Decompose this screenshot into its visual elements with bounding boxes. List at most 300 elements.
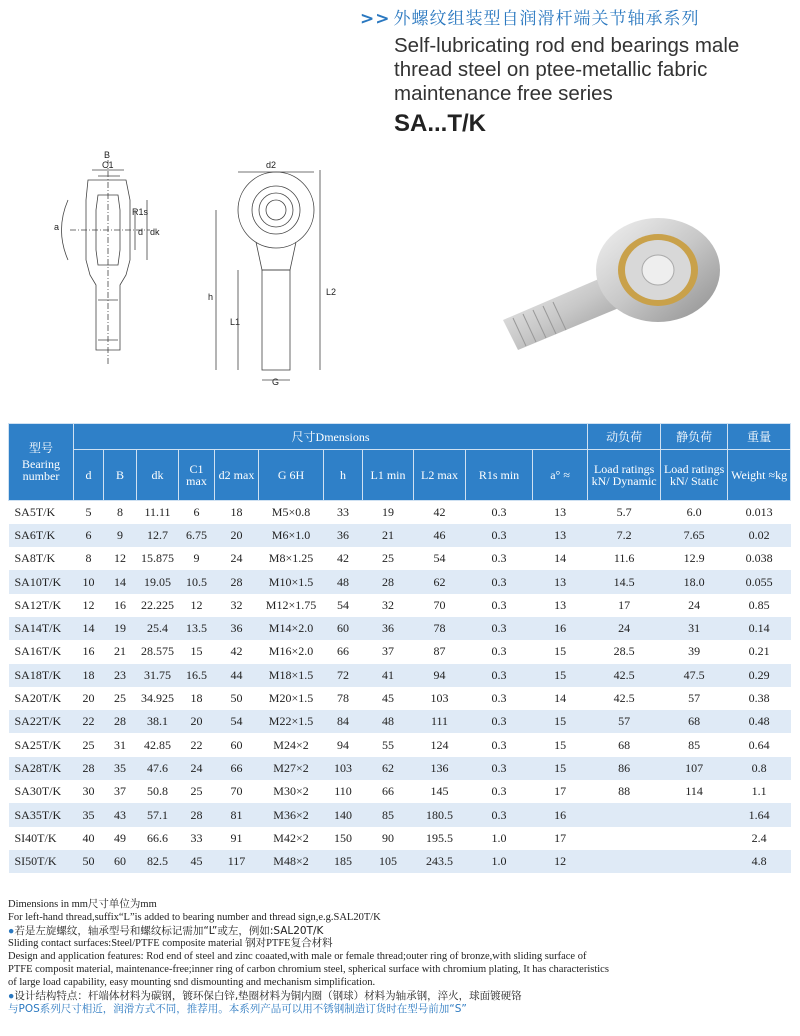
table-cell: 62 <box>414 570 466 593</box>
table-cell: 42.5 <box>613 691 635 706</box>
table-cell: 13 <box>554 504 567 519</box>
table-cell: 24 <box>230 551 243 566</box>
table-cell: 25.4 <box>137 617 179 640</box>
table-cell: 42 <box>337 551 349 566</box>
table-cell: 54 <box>433 551 446 566</box>
table-cell: 66 <box>382 784 394 799</box>
table-cell: 57 <box>688 691 701 706</box>
table-cell: 0.64 <box>748 737 770 752</box>
table-cell: 45 <box>382 691 394 706</box>
table-cell: 90 <box>382 830 394 845</box>
table-cell: 33 <box>337 504 349 519</box>
table-cell: 55 <box>382 737 394 752</box>
table-cell: 22 <box>190 737 203 752</box>
bullet-icon: ● <box>8 925 15 937</box>
table-cell: 18 <box>190 691 203 706</box>
bearing-number-cell: SA8T/K <box>14 551 56 566</box>
table-cell: 15 <box>190 644 203 659</box>
table-cell: 30 <box>82 784 95 799</box>
col-header-dim: d2 max <box>215 450 259 501</box>
table-cell: 25 <box>190 784 203 799</box>
bearing-number-cell: SA35T/K <box>9 803 74 826</box>
table-cell: 34.925 <box>141 691 174 706</box>
table-cell: 57 <box>588 710 661 733</box>
table-cell <box>661 803 728 826</box>
table-cell: 0.21 <box>748 644 770 659</box>
note-line <box>8 990 609 1004</box>
bearing-number-cell: SA30T/K <box>14 784 62 799</box>
table-cell: 78 <box>337 691 349 706</box>
dimensions-table <box>8 423 791 873</box>
table-cell: 180.5 <box>414 803 466 826</box>
table-cell: 54 <box>215 710 259 733</box>
table-cell: 11.6 <box>613 551 635 566</box>
table-cell: 16.5 <box>179 664 215 687</box>
table-cell: 50 <box>230 691 243 706</box>
table-cell <box>588 803 661 826</box>
table-cell: 12 <box>533 850 588 873</box>
table-cell: 72 <box>324 664 363 687</box>
table-cell: M18×1.5 <box>259 664 324 687</box>
table-cell: 68 <box>618 737 631 752</box>
table-cell: 70 <box>230 784 243 799</box>
col-header-dim: C1 max <box>179 450 215 501</box>
table-cell: 42.85 <box>144 737 171 752</box>
col-header-weight: Weight ≈kg <box>728 450 791 501</box>
table-cell: 84 <box>324 710 363 733</box>
table-cell: 0.3 <box>466 710 533 733</box>
table-cell: M22×1.5 <box>259 710 324 733</box>
table-row <box>9 664 791 687</box>
bearing-number-cell: SI50T/K <box>9 850 74 873</box>
table-cell: 35 <box>74 803 104 826</box>
table-cell: 87 <box>433 644 446 659</box>
front-view <box>216 170 320 380</box>
table-cell: 66 <box>337 644 349 659</box>
label-L2: L2 <box>326 287 337 297</box>
bearing-number-cell: SI40T/K <box>14 830 57 845</box>
table-cell: 103 <box>430 691 449 706</box>
table-cell: 16 <box>533 803 588 826</box>
label-dk: dk <box>150 227 160 237</box>
table-cell: 60 <box>230 737 243 752</box>
table-cell <box>661 850 728 873</box>
table-cell: 14 <box>554 691 567 706</box>
table-cell: 13 <box>533 570 588 593</box>
table-cell: 57.1 <box>137 803 179 826</box>
table-cell: 124 <box>430 737 449 752</box>
table-cell <box>661 827 728 850</box>
table-cell: 17 <box>554 830 567 845</box>
table-cell: 0.013 <box>745 504 773 519</box>
table-cell: 24 <box>179 757 215 780</box>
table-cell: M36×2 <box>259 803 324 826</box>
table-cell: 37 <box>382 644 394 659</box>
bearing-en: Bearing number <box>22 457 60 483</box>
table-cell: 22.225 <box>141 597 174 612</box>
table-row <box>9 733 791 756</box>
table-cell: 38.1 <box>137 710 179 733</box>
table-cell: M6×1.0 <box>259 524 324 547</box>
table-cell: 12.9 <box>683 551 705 566</box>
col-header-static: Load ratings kN/ Static <box>661 450 728 501</box>
table-cell: 1.1 <box>751 784 767 799</box>
note-line <box>8 951 609 964</box>
bearing-number-cell: SA28T/K <box>9 757 74 780</box>
table-cell: 22 <box>74 710 104 733</box>
note-text: 若是左旋螺纹，轴承型号和螺纹标记需加“L”或左，例如:SAL20T/K <box>14 924 324 937</box>
side-view <box>62 160 151 365</box>
table-cell: 82.5 <box>137 850 179 873</box>
table-row <box>9 757 791 780</box>
table-cell: 10.5 <box>179 570 215 593</box>
table-cell: 0.055 <box>728 570 791 593</box>
table-cell: 0.3 <box>466 803 533 826</box>
table-cell: 39 <box>688 644 701 659</box>
table-cell: 0.3 <box>466 617 533 640</box>
table-cell: 14 <box>74 617 104 640</box>
table-cell: 62 <box>363 757 414 780</box>
table-cell: 85 <box>363 803 414 826</box>
table-cell: 17 <box>618 597 631 612</box>
title-chinese <box>360 4 700 29</box>
table-row <box>9 780 791 803</box>
table-cell: 18 <box>230 504 243 519</box>
table-cell: 32 <box>382 597 394 612</box>
col-header-dim: G 6H <box>259 450 324 501</box>
table-cell: 12.7 <box>137 524 179 547</box>
bearing-number-cell: SA5T/K <box>14 504 56 519</box>
col-header-dynamic: Load ratings kN/ Dynamic <box>588 450 661 501</box>
table-cell: 49 <box>114 830 126 845</box>
table-cell: M20×1.5 <box>268 691 314 706</box>
table-cell: 136 <box>414 757 466 780</box>
table-cell: 66 <box>215 757 259 780</box>
table-cell: 32 <box>230 597 243 612</box>
col-header-dim: d <box>74 450 104 501</box>
table-cell: 0.3 <box>466 570 533 593</box>
table-cell: 36 <box>215 617 259 640</box>
col-header-dim: B <box>104 450 137 501</box>
col-header-dim: a° ≈ <box>533 450 588 501</box>
note-text: 设计结构特点：杆端体材料为碳钢，镀环保白锌,垫圈材料为铜内圈（钢球）材料为轴承钢，淬火，球面镀硬铬 <box>14 989 522 1002</box>
label-G: G <box>272 377 280 387</box>
table-cell: 0.14 <box>728 617 791 640</box>
table-cell: 16 <box>82 644 95 659</box>
bearing-number-cell: SA22T/K <box>9 710 74 733</box>
table-cell: 4.8 <box>728 850 791 873</box>
table-cell: M42×2 <box>273 830 309 845</box>
bearing-cn: 型号 <box>28 441 53 455</box>
table-cell: 33 <box>190 830 203 845</box>
note-text: For left-hand thread,suffix“L”is added to bearing number and thread sign,e.g.SAL20T/K <box>8 911 381 923</box>
table-cell: 66.6 <box>147 830 168 845</box>
notes <box>8 899 609 1017</box>
table-cell: 37 <box>114 784 126 799</box>
table-cell: 50 <box>74 850 104 873</box>
table-cell: 150 <box>334 830 352 845</box>
table-cell: 0.3 <box>466 524 533 547</box>
table-cell: 85 <box>688 737 701 752</box>
label-L1: L1 <box>230 317 241 327</box>
table-cell: 40 <box>82 830 95 845</box>
technical-drawing <box>40 140 350 410</box>
table-cell: 31.75 <box>137 664 179 687</box>
table-cell: 18.0 <box>661 570 728 593</box>
table-cell: 13.5 <box>179 617 215 640</box>
table-row <box>9 617 791 640</box>
label-d: d <box>138 227 144 237</box>
table-cell: 28 <box>215 570 259 593</box>
table-cell: 46 <box>414 524 466 547</box>
table-cell: 21 <box>114 644 126 659</box>
table-cell: 12 <box>114 551 126 566</box>
table-cell: M24×2 <box>273 737 309 752</box>
note-text: Design and application features: Rod end of steel and zinc coaated,with male or female thread;outer ring of bronze,with sliding surface of <box>8 951 587 963</box>
table-cell: 19 <box>382 504 394 519</box>
table-cell: 6.0 <box>686 504 702 519</box>
table-cell: 47.6 <box>137 757 179 780</box>
label-R1s: R1s <box>132 207 149 217</box>
label-C1: C1 <box>102 160 114 170</box>
note-text: Dimensions in mm尺寸单位为mm <box>8 899 157 910</box>
bearing-number-cell: SA14T/K <box>9 617 74 640</box>
table-cell: 6 <box>193 504 200 519</box>
table-cell: 68 <box>661 710 728 733</box>
table-cell: 0.85 <box>748 597 770 612</box>
series-code: SA...T/K <box>394 110 487 137</box>
table-cell: 5 <box>85 504 92 519</box>
table-cell: 41 <box>363 664 414 687</box>
bearing-number-cell: SA16T/K <box>14 644 62 659</box>
table-cell: 47.5 <box>661 664 728 687</box>
table-cell: 25 <box>382 551 394 566</box>
table-cell: 8 <box>117 504 123 519</box>
table-cell: 16 <box>533 617 588 640</box>
table-cell <box>588 850 661 873</box>
table-cell: 35 <box>104 757 137 780</box>
table-cell: 117 <box>215 850 259 873</box>
table-row <box>9 524 791 547</box>
table-cell: 114 <box>685 784 703 799</box>
table-cell: 28 <box>179 803 215 826</box>
table-cell: 42 <box>433 504 446 519</box>
bearing-number-cell: SA12T/K <box>14 597 62 612</box>
table-cell: 0.3 <box>466 757 533 780</box>
table-cell: 14.5 <box>588 570 661 593</box>
table-cell: 78 <box>414 617 466 640</box>
double-chevron-icon: >> <box>360 9 391 29</box>
bearing-number-cell: SA10T/K <box>9 570 74 593</box>
table-cell: 81 <box>215 803 259 826</box>
table-cell: 20 <box>82 691 95 706</box>
table-cell: 25 <box>114 691 126 706</box>
table-cell: 24 <box>588 617 661 640</box>
table-cell: 0.038 <box>745 551 773 566</box>
note-text: PTFE composit material, maintenance-free;inner ring of carbon chromium steel, spherical surface with chromium plating, It has characteristics <box>8 963 609 975</box>
table-cell: 111 <box>414 710 466 733</box>
table-cell: 10 <box>74 570 104 593</box>
rod-end-bearing-photo <box>488 200 738 360</box>
table-cell: 94 <box>414 664 466 687</box>
table-cell: 0.3 <box>491 504 507 519</box>
label-a: a <box>54 222 60 232</box>
note-line <box>8 938 609 951</box>
note-line <box>8 912 609 925</box>
table-row <box>9 803 791 826</box>
table-cell: 48 <box>324 570 363 593</box>
col-header-dynamic-cn: 动负荷 <box>588 424 661 450</box>
table-cell: M30×2 <box>273 784 309 799</box>
bearing-number-cell: SA25T/K <box>14 737 62 752</box>
col-header-dim: dk <box>137 450 179 501</box>
table-cell: 15.875 <box>141 551 174 566</box>
bearing-number-cell: SA6T/K <box>9 524 74 547</box>
table-cell: 60 <box>324 617 363 640</box>
table-cell: 1.64 <box>728 803 791 826</box>
table-cell: 15 <box>533 664 588 687</box>
col-header-weight-cn: 重量 <box>728 424 791 450</box>
table-cell: M12×1.75 <box>265 597 317 612</box>
table-cell: M48×2 <box>259 850 324 873</box>
bearing-number-cell: SA20T/K <box>14 691 62 706</box>
table-cell: 0.02 <box>728 524 791 547</box>
table-cell: 28 <box>104 710 137 733</box>
table-cell: 6 <box>74 524 104 547</box>
table-cell: 86 <box>588 757 661 780</box>
table-row <box>9 850 791 873</box>
table-cell: 15 <box>554 737 567 752</box>
table-cell: 5.7 <box>616 504 632 519</box>
table-cell: 60 <box>104 850 137 873</box>
table-cell: 42 <box>230 644 243 659</box>
table-cell: 48 <box>363 710 414 733</box>
note-text: Sliding contact surfaces:Steel/PTFE composite material 钢对PTFE复合材料 <box>8 938 333 950</box>
table-cell: 44 <box>215 664 259 687</box>
table-cell: 31 <box>661 617 728 640</box>
col-header-dim: h <box>324 450 363 501</box>
table-cell: M27×2 <box>259 757 324 780</box>
table-row <box>9 827 791 850</box>
table-row <box>9 501 791 524</box>
table-cell: 88 <box>618 784 631 799</box>
table-cell: 0.3 <box>466 664 533 687</box>
table-cell: 110 <box>334 784 352 799</box>
table-cell: 23 <box>104 664 137 687</box>
table-cell: 7.65 <box>661 524 728 547</box>
col-header-static-cn: 静负荷 <box>661 424 728 450</box>
label-d2: d2 <box>266 160 277 170</box>
table-cell: M8×1.25 <box>268 551 314 566</box>
table-cell: 0.29 <box>728 664 791 687</box>
table-cell: 195.5 <box>426 830 453 845</box>
table-cell: 50.8 <box>147 784 168 799</box>
table-row <box>9 547 791 570</box>
table-row <box>9 640 791 663</box>
table-cell: 0.3 <box>491 597 507 612</box>
table-row <box>9 687 791 710</box>
table-cell: 43 <box>104 803 137 826</box>
bullet-icon: ● <box>8 990 15 1002</box>
table-cell: 1.0 <box>466 850 533 873</box>
note-line <box>8 925 609 939</box>
col-header-dim: L1 min <box>363 450 414 501</box>
table-cell: 42.5 <box>588 664 661 687</box>
table-cell: 20 <box>179 710 215 733</box>
table-cell: 15 <box>533 757 588 780</box>
table-cell: 185 <box>324 850 363 873</box>
table-cell: 15 <box>533 710 588 733</box>
table-cell: 107 <box>661 757 728 780</box>
table-cell: 16 <box>114 597 126 612</box>
table-cell: 36 <box>324 524 363 547</box>
bearing-number-cell: SA18T/K <box>9 664 74 687</box>
table-cell: 0.3 <box>491 691 507 706</box>
table-cell: 11.11 <box>144 504 171 519</box>
table-cell: 31 <box>114 737 126 752</box>
table-cell: 17 <box>554 784 567 799</box>
table-cell: 0.38 <box>748 691 770 706</box>
note-line <box>8 964 609 977</box>
table-cell: 28.575 <box>141 644 174 659</box>
table-cell: 105 <box>363 850 414 873</box>
table-cell: 12 <box>190 597 203 612</box>
table-cell: 13 <box>533 524 588 547</box>
table-cell <box>588 827 661 850</box>
title-cn-text: 外螺纹组装型自润滑杆端关节轴承系列 <box>393 9 700 29</box>
table-cell: 91 <box>230 830 243 845</box>
table-row <box>9 710 791 733</box>
table-cell: 24 <box>688 597 701 612</box>
table-cell: 25 <box>82 737 95 752</box>
table-cell: M10×1.5 <box>259 570 324 593</box>
table-cell: 28 <box>363 570 414 593</box>
table-row <box>9 594 791 617</box>
table-cell: 103 <box>324 757 363 780</box>
table-cell: 2.4 <box>751 830 767 845</box>
table-cell: 94 <box>337 737 349 752</box>
col-header-dim: L2 max <box>414 450 466 501</box>
table-cell: 14 <box>104 570 137 593</box>
table-cell: 1.0 <box>491 830 507 845</box>
table-cell: 243.5 <box>414 850 466 873</box>
col-group-dimensions: 尺寸Dmensions <box>74 424 588 450</box>
title-english: Self-lubricating rod end bearings male thread steel on ptee-metallic fabric maintenance free series <box>394 34 740 105</box>
table-cell: 36 <box>363 617 414 640</box>
table-cell: 0.48 <box>728 710 791 733</box>
table-cell: 0.3 <box>491 784 507 799</box>
table-cell: 145 <box>430 784 449 799</box>
note-line <box>8 899 609 912</box>
table-cell: 6.75 <box>179 524 215 547</box>
note-text: 与POS系列尺寸相近，润滑方式不同，推荐用。本系列产品可以用不锈钢制造订货时在型号前加“S” <box>8 1003 467 1016</box>
table-cell: 0.8 <box>728 757 791 780</box>
col-header-bearing-number <box>9 424 74 501</box>
table-cell: 28.5 <box>613 644 635 659</box>
table-cell: 0.3 <box>491 644 507 659</box>
table-cell: 20 <box>215 524 259 547</box>
table-cell: 7.2 <box>588 524 661 547</box>
label-B: B <box>104 150 111 160</box>
table-cell: 9 <box>104 524 137 547</box>
table-cell: 54 <box>337 597 349 612</box>
table-cell: M5×0.8 <box>271 504 311 519</box>
label-h: h <box>208 292 214 302</box>
note-line <box>8 977 609 990</box>
table-cell: 15 <box>554 644 567 659</box>
table-cell: 14 <box>554 551 567 566</box>
table-cell: 0.3 <box>491 551 507 566</box>
